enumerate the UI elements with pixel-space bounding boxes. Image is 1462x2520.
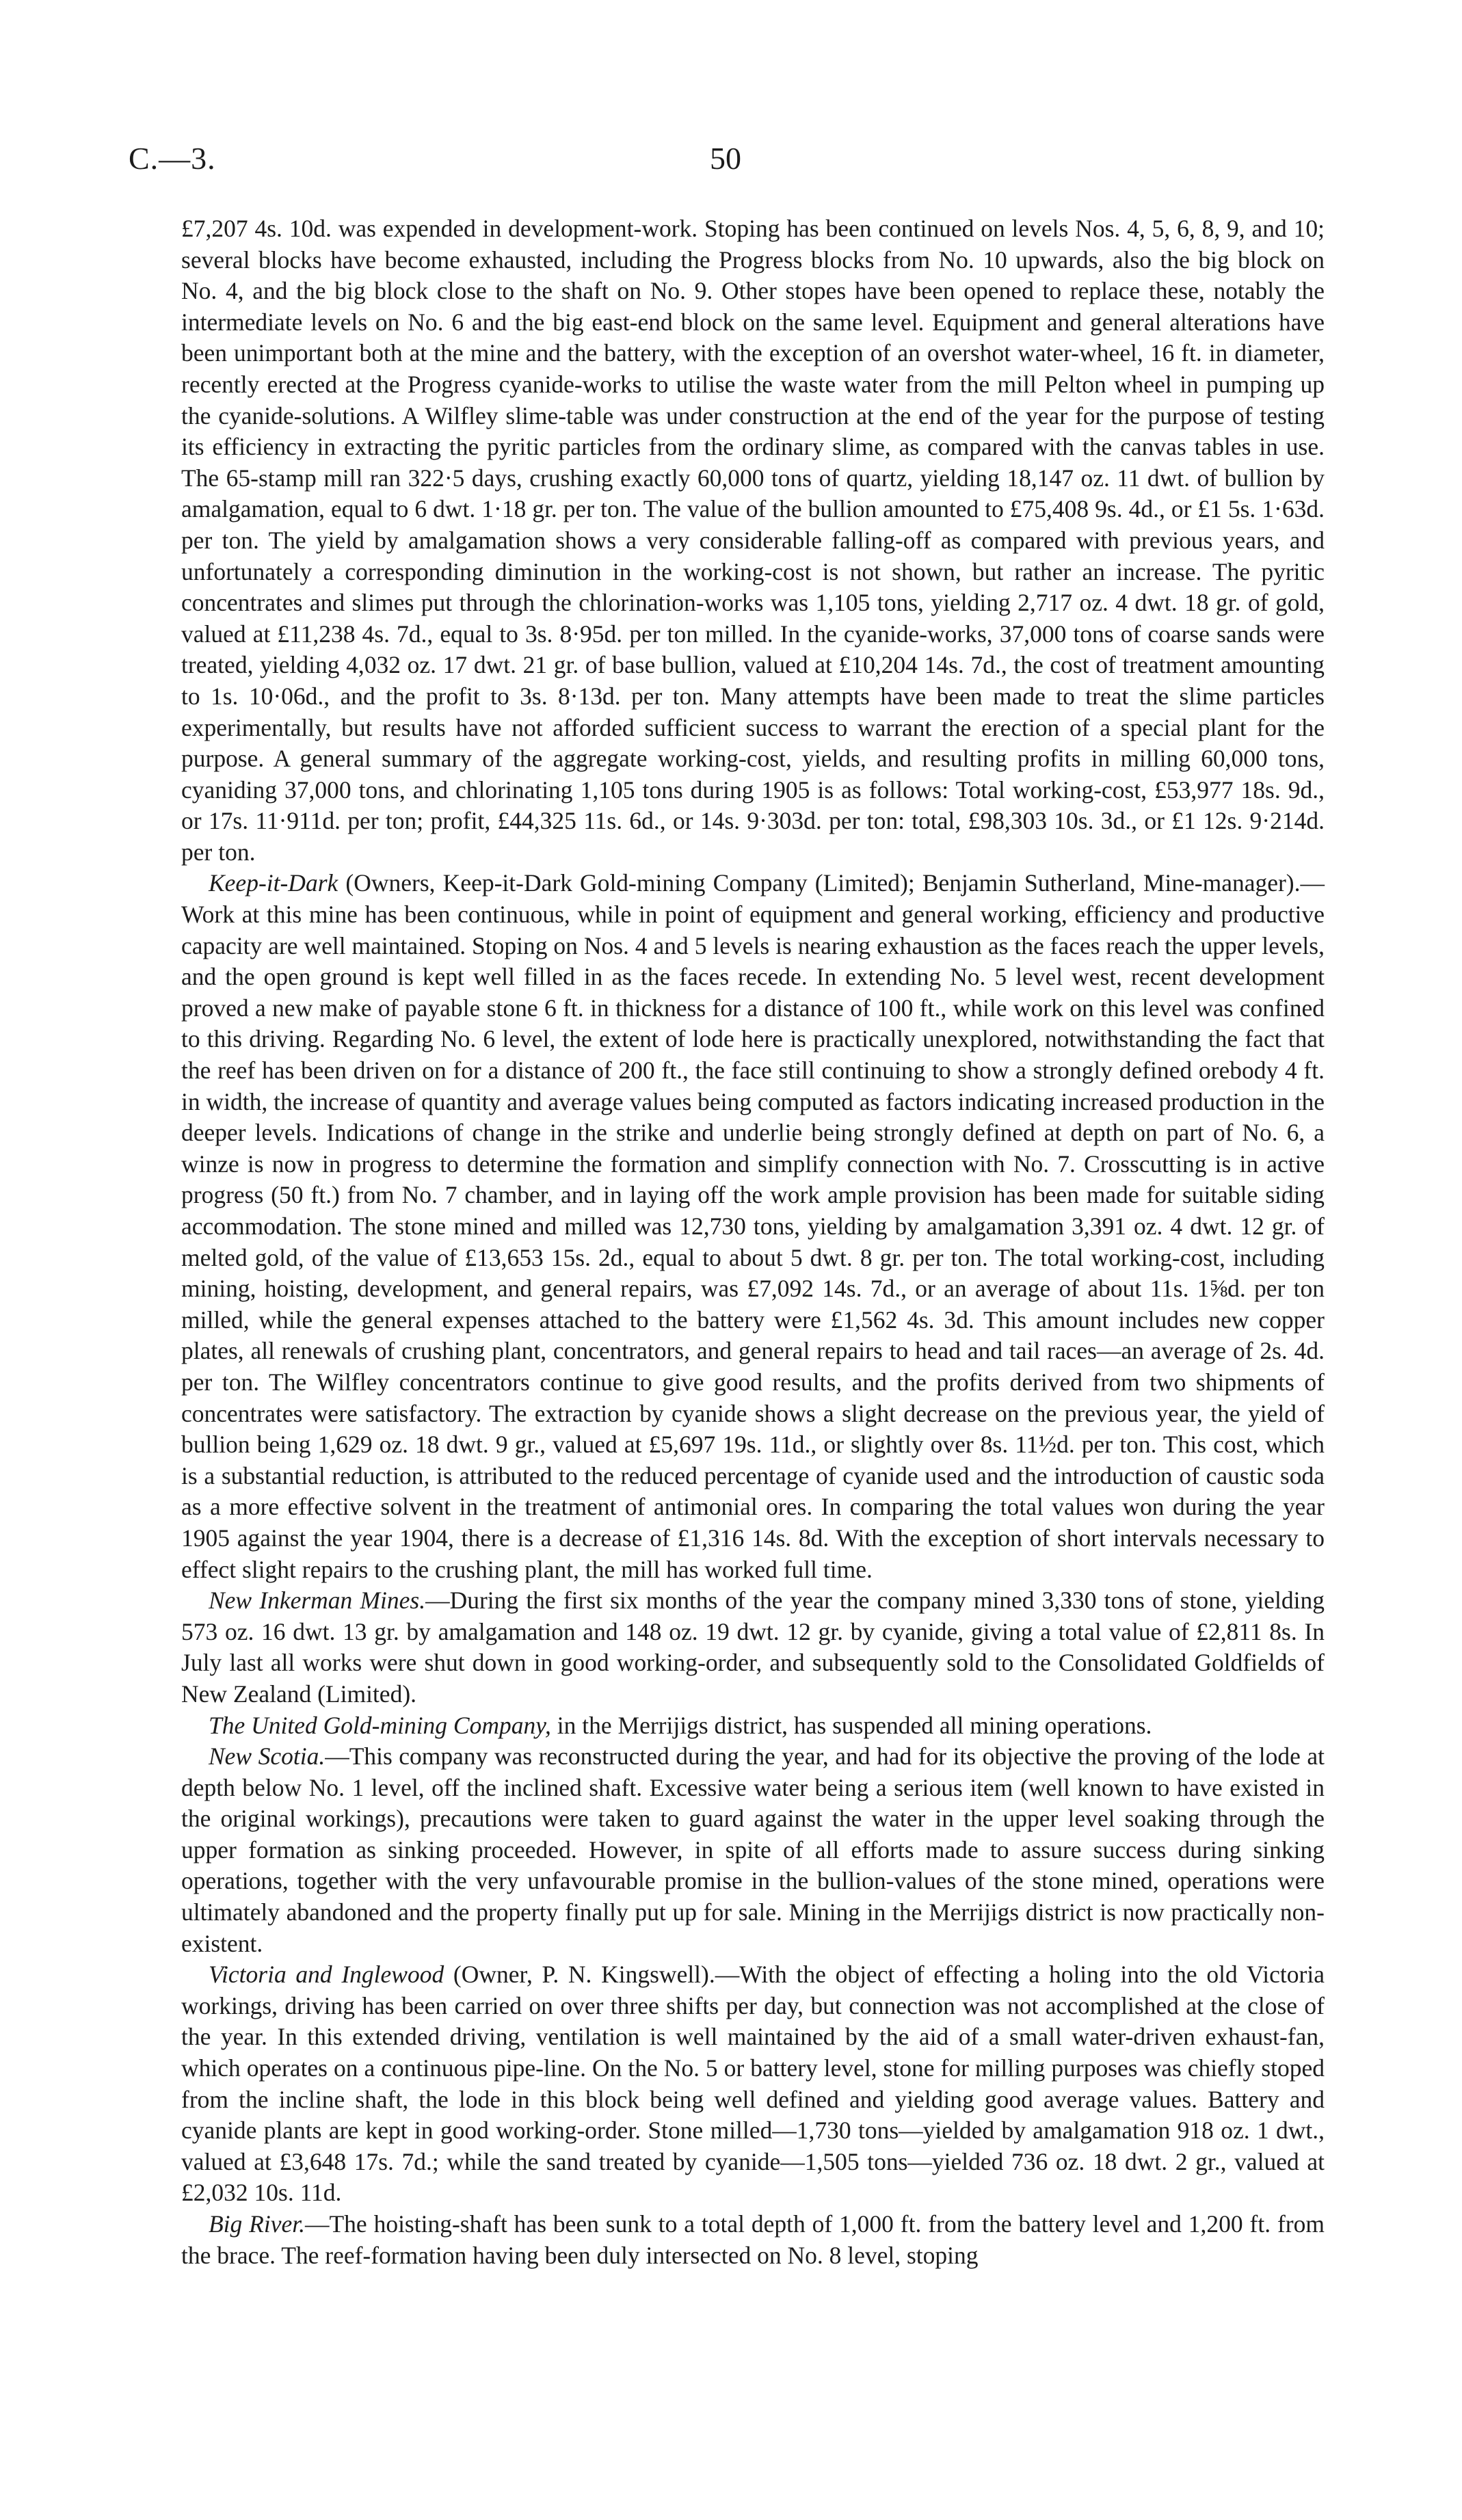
paragraph-big-river (181, 2209, 1325, 2271)
document-reference: C.—3. (129, 141, 216, 176)
paragraph-text: —During the first six months of the year the company mined 3,330 tons of stone, yielding 573 oz. 16 dwt. 13 gr. by amalgamation and 148 oz. 19 dwt. 12 gr. by cyanide, giving a total value of £2,811 8s. In July last all works were shut down in good working-order, and subsequently sold to the Consolidated Goldfields of New Zealand (Limited). (181, 1587, 1325, 1708)
paragraph-united-gold-mining (181, 1710, 1325, 1742)
paragraph-victoria-inglewood (181, 1959, 1325, 2209)
paragraph-text: in the Merrijigs district, has suspended all mining operations. (550, 1711, 1152, 1739)
paragraph-title: New Scotia. (209, 1742, 325, 1770)
paragraph-text: £7,207 4s. 10d. was expended in development-work. Stoping has been continued on levels Nos. 4, 5, 6, 8, 9, and 10; several blocks have become exhausted, including the Progress blocks from No. 10 upwards, also the big block on No. 4, and the big block close to the shaft on No. 9. Other stopes have been opened to replace these, notably the intermediate levels on No. 6 and the big east-end block on the same level. Equipment and general alterations have been unimportant both at the mine and the battery, with the exception of an overshot water-wheel, 16 ft. in diameter, recently erected at the Progress cyanide-works to utilise the waste water from the mill Pelton wheel in pumping up the cyanide-solutions. A Wilfley slime-table was under construction at the end of the year for the purpose of testing its efficiency in extracting the pyritic particles from the ordinary slime, as compared with the canvas tables in use. The 65-stamp mill ran 322·5 days, crushing exactly 60,000 tons of quartz, yielding 18,147 oz. 11 dwt. of bullion by amalgamation, equal to 6 dwt. 1·18 gr. per ton. The value of the bullion amounted to £75,408 9s. 4d., or £1 5s. 1·63d. per ton. The yield by amalgamation shows a very considerable falling-off as compared with previous years, and unfortunately a corresponding diminution in the working-cost is not shown, but rather an increase. The pyritic concentrates and slimes put through the chlorination-works was 1,105 tons, yielding 2,717 oz. 4 dwt. 18 gr. of gold, valued at £11,238 4s. 7d., equal to 3s. 8·95d. per ton milled. In the cyanide-works, 37,000 tons of coarse sands were treated, yielding 4,032 oz. 17 dwt. 21 gr. of base bullion, valued at £10,204 14s. 7d., the cost of treatment amounting to 1s. 10·06d., and the profit to 3s. 8·13d. per ton. Many attempts have been made to treat the slime particles experimentally, but results have not afforded sufficient success to warrant the erection of a special plant for the purpose. A general summary of the aggregate working-cost, yields, and resulting profits in milling 60,000 tons, cyaniding 37,000 tons, and chlorinating 1,105 tons during 1905 is as follows: Total working-cost, £53,977 18s. 9d., or 17s. 11·911d. per ton; profit, £44,325 11s. 6d., or 14s. 9·303d. per ton: total, £98,303 10s. 3d., or £1 12s. 9·214d. per ton. (181, 215, 1325, 866)
paragraph-new-scotia (181, 1741, 1325, 1959)
page-number: 50 (710, 141, 741, 176)
paragraph-new-inkerman (181, 1585, 1325, 1710)
paragraph-text: —The hoisting-shaft has been sunk to a total depth of 1,000 ft. from the battery level and 1,200 ft. from the brace. The reef-formation having been duly intersected on No. 8 level, stoping (181, 2210, 1325, 2269)
paragraph-keep-it-dark (181, 868, 1325, 1585)
paragraph-progress-continued (181, 213, 1325, 868)
page-header (129, 140, 1329, 181)
paragraph-title: Victoria and Inglewood (209, 1961, 444, 1989)
paragraph-title: The United Gold-mining Company, (209, 1711, 551, 1739)
paragraph-text: —This company was reconstructed during the year, and had for its objective the proving of the lode at depth below No. 1 level, off the inclined shaft. Excessive water being a serious item (well known to have existed in the original workings), precautions were taken to guard against the water in the upper level soaking through the upper formation as sinking proceeded. However, in spite of all efforts made to assure success during sinking operations, together with the very unfavourable promise in the bullion-values of the stone mined, operations were ultimately abandoned and the property finally put up for sale. Mining in the Merrijigs district is now practically non-existent. (181, 1742, 1325, 1957)
body-text (181, 213, 1325, 2271)
paragraph-text: (Owner, P. N. Kingswell).—With the object of effecting a holing into the old Victoria workings, driving has been carried on over three shifts per day, but connection was not accomplished at the close of the year. In this extended driving, ventilation is well maintained by the aid of a small water-driven exhaust-fan, which operates on a continuous pipe-line. On the No. 5 or battery level, stone for milling purposes was chiefly stoped from the incline shaft, the lode in this block being well defined and yielding good average values. Battery and cyanide plants are kept in good working-order. Stone milled—1,730 tons—yielded by amalgamation 918 oz. 1 dwt., valued at £3,648 17s. 7d.; while the sand treated by cyanide—1,505 tons—yielded 736 oz. 18 dwt. 2 gr., valued at £2,032 10s. 11d. (181, 1961, 1325, 2207)
paragraph-title: New Inkerman Mines. (209, 1587, 426, 1615)
paragraph-text: (Owners, Keep-it-Dark Gold-mining Company (Limited); Benjamin Sutherland, Mine-manager).—Work at this mine has been continuous, while in point of equipment and general working, efficiency and productive capacity are well maintained. Stoping on Nos. 4 and 5 levels is nearing exhaustion as the faces reach the upper levels, and the open ground is kept well filled in as the faces recede. In extending No. 5 level west, recent development proved a new make of payable stone 6 ft. in thickness for a distance of 100 ft., while work on this level was confined to this driving. Regarding No. 6 level, the extent of lode here is practically unexplored, notwithstanding the fact that the reef has been driven on for a distance of 200 ft., the face still continuing to show a strongly defined orebody 4 ft. in width, the increase of quantity and average values being computed as factors indicating increased production in the deeper levels. Indications of change in the strike and underlie being strongly defined at depth on part of No. 6, a winze is now in progress to determine the formation and simplify connection with No. 7. Crosscutting is in active progress (50 ft.) from No. 7 chamber, and in laying off the work ample provision has been made for suitable siding accommodation. The stone mined and milled was 12,730 tons, yielding by amalgamation 3,391 oz. 4 dwt. 12 gr. of melted gold, of the value of £13,653 15s. 2d., equal to about 5 dwt. 8 gr. per ton. The total working-cost, including mining, hoisting, development, and general repairs, was £7,092 14s. 7d., or an average of about 11s. 1⅝d. per ton milled, while the general expenses attached to the battery were £1,562 4s. 3d. This amount includes new copper plates, all renewals of crushing plant, concentrators, and general repairs to head and tail races—an average of 2s. 4d. per ton. The Wilfley concentrators continue to give good results, and the profits derived from two shipments of concentrates were satisfactory. The extraction by cyanide shows a slight decrease on the previous year, the yield of bullion being 1,629 oz. 18 dwt. 9 gr., valued at £5,697 19s. 11d., or slightly over 8s. 11½d. per ton. This cost, which is a substantial reduction, is attributed to the reduced percentage of cyanide used and the introduction of caustic soda as a more effective solvent in the treatment of antimonial ores. In comparing the total values won during the year 1905 against the year 1904, there is a decrease of £1,316 14s. 8d. With the exception of short intervals necessary to effect slight repairs to the crushing plant, the mill has worked full time. (181, 869, 1325, 1583)
paragraph-title: Keep-it-Dark (209, 869, 338, 897)
paragraph-title: Big River. (209, 2210, 305, 2238)
